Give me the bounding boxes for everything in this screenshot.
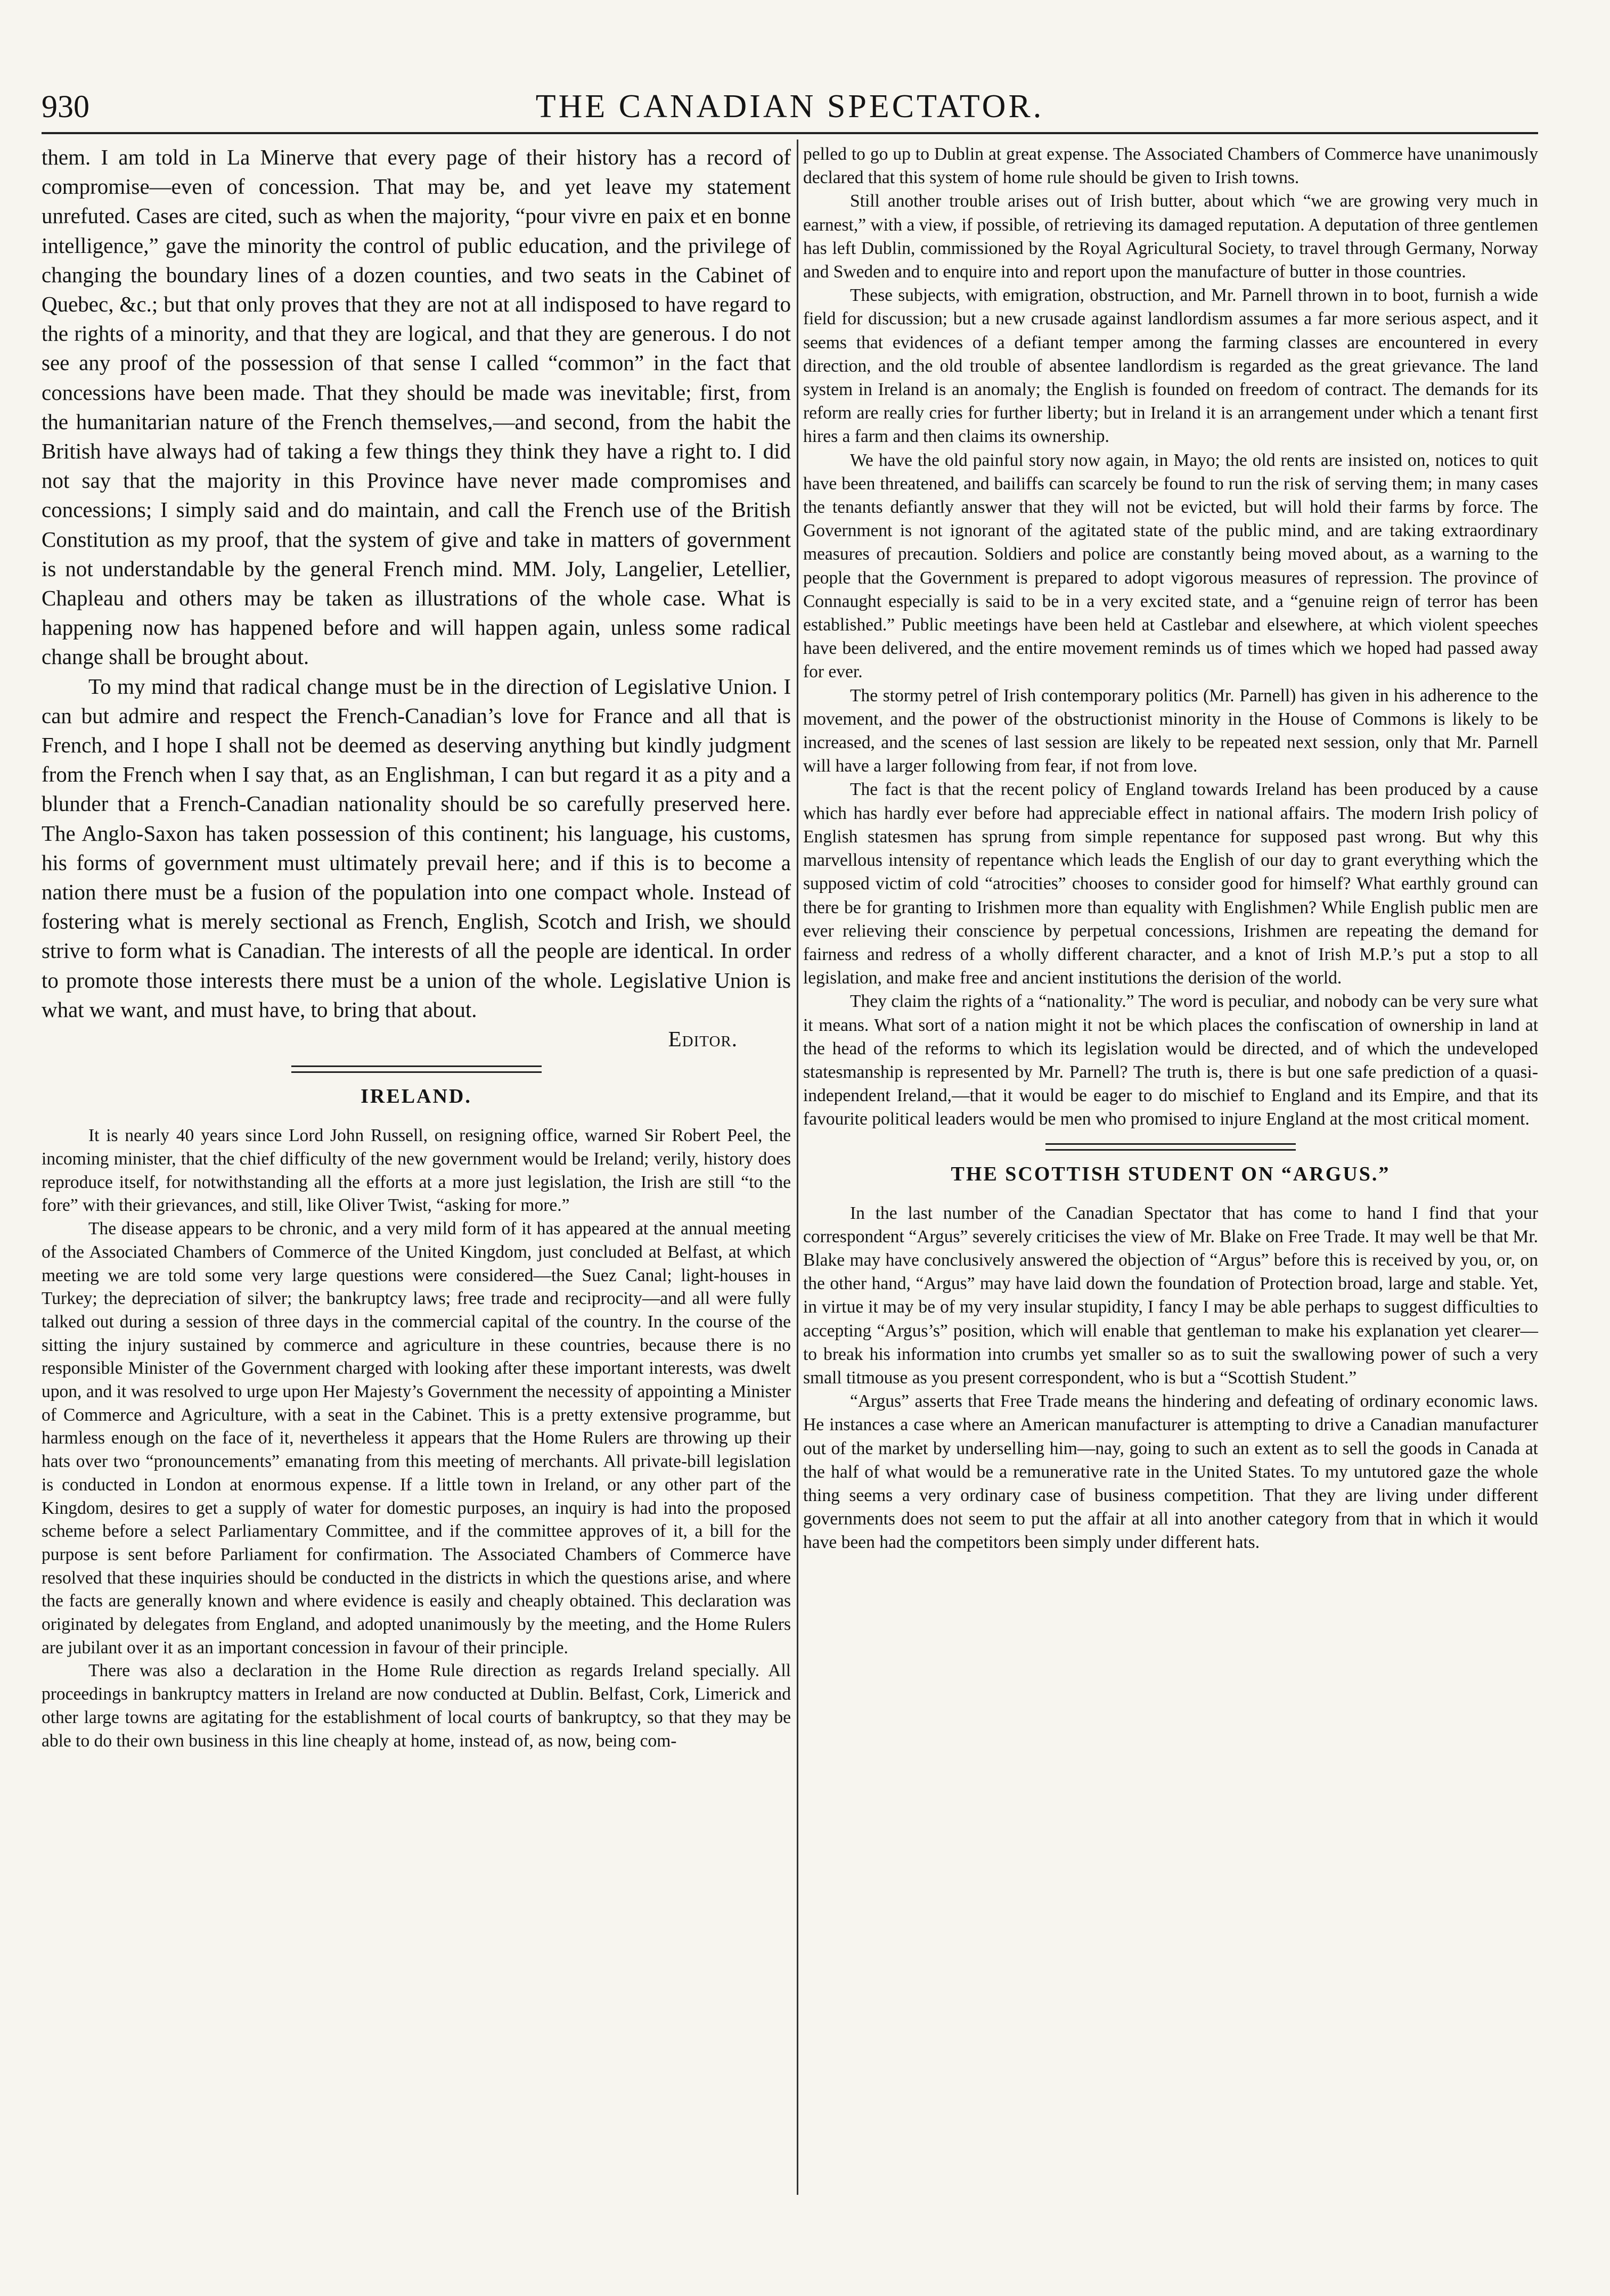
paragraph: Still another trouble arises out of Irish butter, about which “we are growing very much in earnest,” with a view, if possible, of retrieving its damaged reputation. A deputation of three gentlemen has left Dublin, commissioned by the Royal Agricultural Society, to travel through Germany, Norway and Sweden and to enquire into and report upon the manufacture of butter in those countries. [803,191,1538,282]
section-title-ireland: IRELAND. [361,1085,472,1108]
paragraph: The disease appears to be chronic, and a very mild form of it has appeared at the annual meeting of the Associated Chambers of Commerce of the United Kingdom, just concluded at Belfast, at which meeting we are told some very large questions were considered—the Suez Canal; light-houses in Turkey; the depreciation of silver; the bankruptcy laws; free trade and reciprocity—and all were fully talked out during a session of three days in the commercial capital of the country. In the course of the sitting the injury sustained by commerce and agriculture in these countries, because there is no responsible Minister of the Government charged with looking after these important interests, was dwelt upon, and it was resolved to urge upon Her Majesty’s Government the necessity of appointing a Minister of Commerce and Agriculture, with a seat in the Cabinet. This is a pretty extensive programme, but harmless enough on the face of it, nevertheless it appears that the Home Rulers are throwing up their hats over two “pronouncements” emanating from this meeting of merchants. All private-bill legislation is conducted in London at enormous expense. If a little town in Ireland, or any other part of the Kingdom, desires to get a supply of water for domestic purposes, an inquiry is had into the proposed scheme before a select Parliamentary Committee, and if the committee approves of it, a bill for the purpose is sent before Parliament for confirmation. The Associated Chambers of Commerce have resolved that these inquiries should be conducted in the districts in which the questions arise, and where the facts are generally known and where evidence is easily and cheaply obtained. This declaration was originated by delegates from England, and adopted unanimously by the meeting, and the Home Rulers are jubilant over it as an important concession in favour of their principle. [42,1219,791,1658]
running-head [42,85,1538,128]
paragraph: It is nearly 40 years since Lord John Russell, on resigning office, warned Sir Robert Peel, the incoming minister, that the chief difficulty of the new government would be Ireland; verily, history does reproduce itself, for notwithstanding all the efforts at a more just legislation, the Irish are still “to the fore” with their grievances, and still, like Oliver Twist, “asking for more.” [42,1126,791,1216]
paragraph: In the last number of the Canadian Spectator that has come to hand I find that your correspondent “Argus” severely criticises the view of Mr. Blake on Free Trade. It may well be that Mr. Blake may have conclusively answered the objection of “Argus” before this is received by you, or, on the other hand, “Argus” may have laid down the foundation of Protection broad, large and stable. Yet, in virtue it may be of my very insular stupidity, I fancy I may be able perhaps to suggest difficulties to accepting “Argus’s” position, which will enable that gentleman to make his explanation yet clearer—to break his information into crumbs yet smaller so as to suit the swallowing power of such a very small titmouse as you present correspondent, who is but a “Scottish Student.” [803,1203,1538,1388]
ireland-article [42,1124,791,1752]
page-number: 930 [42,89,89,124]
ireland-article-continued [803,143,1538,1131]
paragraph: These subjects, with emigration, obstruction, and Mr. Parnell thrown in to boot, furnish a wide field for discussion; but a new crusade against landlordism assumes a far more serious aspect, and it seems that evidences of a defiant temper among the farming classes are encountered in every direction, and the old trouble of absentee landlordism is regarded as the great grievance. The land system in Ireland is an anomaly; the English is founded on freedom of contract. The demands for its reform are really cries for further liberty; but in Ireland it is an arrangement under which a tenant first hires a farm and then claims its ownership. [803,285,1538,447]
column-rule [797,140,798,2195]
paragraph: There was also a declaration in the Home Rule direction as regards Ireland specially. All proceedings in bankruptcy matters in Ireland are now conducted at Dublin. Belfast, Cork, Limerick and other large towns are agitating for the establishment of local courts of bankruptcy, so that they may be able to do their own business in this line cheaply at home, instead of, as now, being com- [42,1661,791,1751]
paragraph: The fact is that the recent policy of England towards Ireland has been produced by a cause which has hardly ever before had appreciable effect in national affairs. The modern Irish policy of English statesmen has sprung from simple repentance for supposed past wrong. But why this marvellous intensity of repentance which leads the English of our day to grant everything which the supposed victim of cold “atrocities” chooses to consider good for himself? What earthly ground can there be for granting to Irishmen more than equality with Englishmen? While English public men are ever relieving their conscience by perpetual concessions, Irishmen are repeating the demand for fairness and redress of a wholly different character, and a knot of Irish M.P.’s put a stop to all legislation, and make free and ancient institutions the derision of the world. [803,780,1538,988]
editor-signature: Editor. [668,1027,738,1052]
paragraph: pelled to go up to Dublin at great expense. The Associated Chambers of Commerce have unanimously declared that this system of home rule should be given to Irish towns. [803,144,1538,188]
left-column [42,143,791,1752]
section-divider [291,1065,542,1073]
scottish-student-article [803,1202,1538,1555]
paragraph: We have the old painful story now again, in Mayo; the old rents are insisted on, notices to quit have been threatened, and bailiffs can scarcely be found to run the risk of serving them; in many cases the tenants defiantly answer that they will not be evicted, but will hold their farms by force. The Government is not ignorant of the agitated state of the public mind, and are taking extraordinary measures of precaution. Soldiers and police are constantly being moved about, as a warning to the people that the Government is prepared to adopt vigorous measures of repression. The province of Connaught especially is said to be in a very excited state, and a “genuine reign of terror has been established.” Public meetings have been held at Castlebar and elsewhere, at which violent speeches have been delivered, and the entire movement reminds us of times which we hoped had passed away for ever. [803,450,1538,682]
section-title-scottish-student: THE SCOTTISH STUDENT ON “ARGUS.” [951,1162,1391,1185]
header-rule [42,132,1538,134]
paragraph: They claim the rights of a “nationality.” The word is peculiar, and nobody can be very sure what it means. What sort of a nation might it not be which places the confiscation of ownership in land at the head of the reforms to which its legislation would be directed, and of which the undeveloped statesmanship is represented by Mr. Parnell? The truth is, there is but one safe prediction of a quasi-independent Ireland,—that it would be eager to do mischief to England and its Empire, and that its favourite political leaders would be men who promised to injure England at the most critical moment. [803,991,1538,1129]
editorial-continuation [42,143,791,1054]
section-divider [1045,1143,1296,1151]
journal-title: THE CANADIAN SPECTATOR. [535,88,1044,125]
paragraph: “Argus” asserts that Free Trade means the hindering and defeating of ordinary economic laws. He instances a case where an American manufacturer is attempting to drive a Canadian manufacturer out of the market by underselling him—nay, going to such an extent as to sell the goods in Canada at the half of what would be a remunerative rate in the United States. To my untutored gaze the whole thing seems a very ordinary case of business competition. That they are living under different governments does not seem to put the affair at all into another category from that in which it would have been had the competitors been simply under different hats. [803,1391,1538,1553]
right-column [803,143,1538,1555]
paragraph: The stormy petrel of Irish contemporary politics (Mr. Parnell) has given in his adherence to the movement, and the power of the obstructionist minority in the House of Commons is likely to be increased, and the scenes of last session are likely to be repeated next session, only that Mr. Parnell will have a larger following from fear, if not from love. [803,685,1538,776]
paragraph: them. I am told in La Minerve that every page of their history has a record of compromise—even of concession. That may be, and yet leave my statement unrefuted. Cases are cited, such as when the majority, “pour vivre en paix et en bonne intelligence,” gave the minority the control of public education, and the privilege of changing the boundary lines of a dozen counties, and two seats in the Cabinet of Quebec, &c.; but that only proves that they are not at all indisposed to have regard to the rights of a minority, and that they are logical, and that they are generous. I do not see any proof of the possession of that sense I called “common” in the fact that concessions have been made. That they should be made was inevitable; first, from the humanitarian nature of the French themselves,—and second, from the habit the British have always had of taking a few things they think they have a right to. I did not say that the majority in this Province have never made compromises and concessions; I simply said and do maintain, and call the French use of the British Constitution as my proof, that the system of give and take in matters of government is not understandable by the general French mind. MM. Joly, Langelier, Letellier, Chapleau and others may be taken as illustrations of the whole case. What is happening now has happened before and will happen again, unless some radical change shall be brought about. [42,145,791,669]
paragraph: To my mind that radical change must be in the direction of Legislative Union. I can but admire and respect the French-Canadian’s love for France and all that is French, and I hope I shall not be deemed as deserving anything but kindly judgment from the French when I say that, as an Englishman, I can but regard it as a pity and a blunder that a French-Canadian nationality should be so carefully preserved here. The Anglo-Saxon has taken possession of this continent; his language, his customs, his forms of government must ultimately prevail here; and if this is to become a nation there must be a fusion of the population into one compact whole. Instead of fostering what is merely sectional as French, English, Scotch and Irish, we should strive to form what is Canadian. The interests of all the people are identical. In order to promote those interests there must be a union of the whole. Legislative Union is what we want, and must have, to bring that about. [42,674,791,1022]
